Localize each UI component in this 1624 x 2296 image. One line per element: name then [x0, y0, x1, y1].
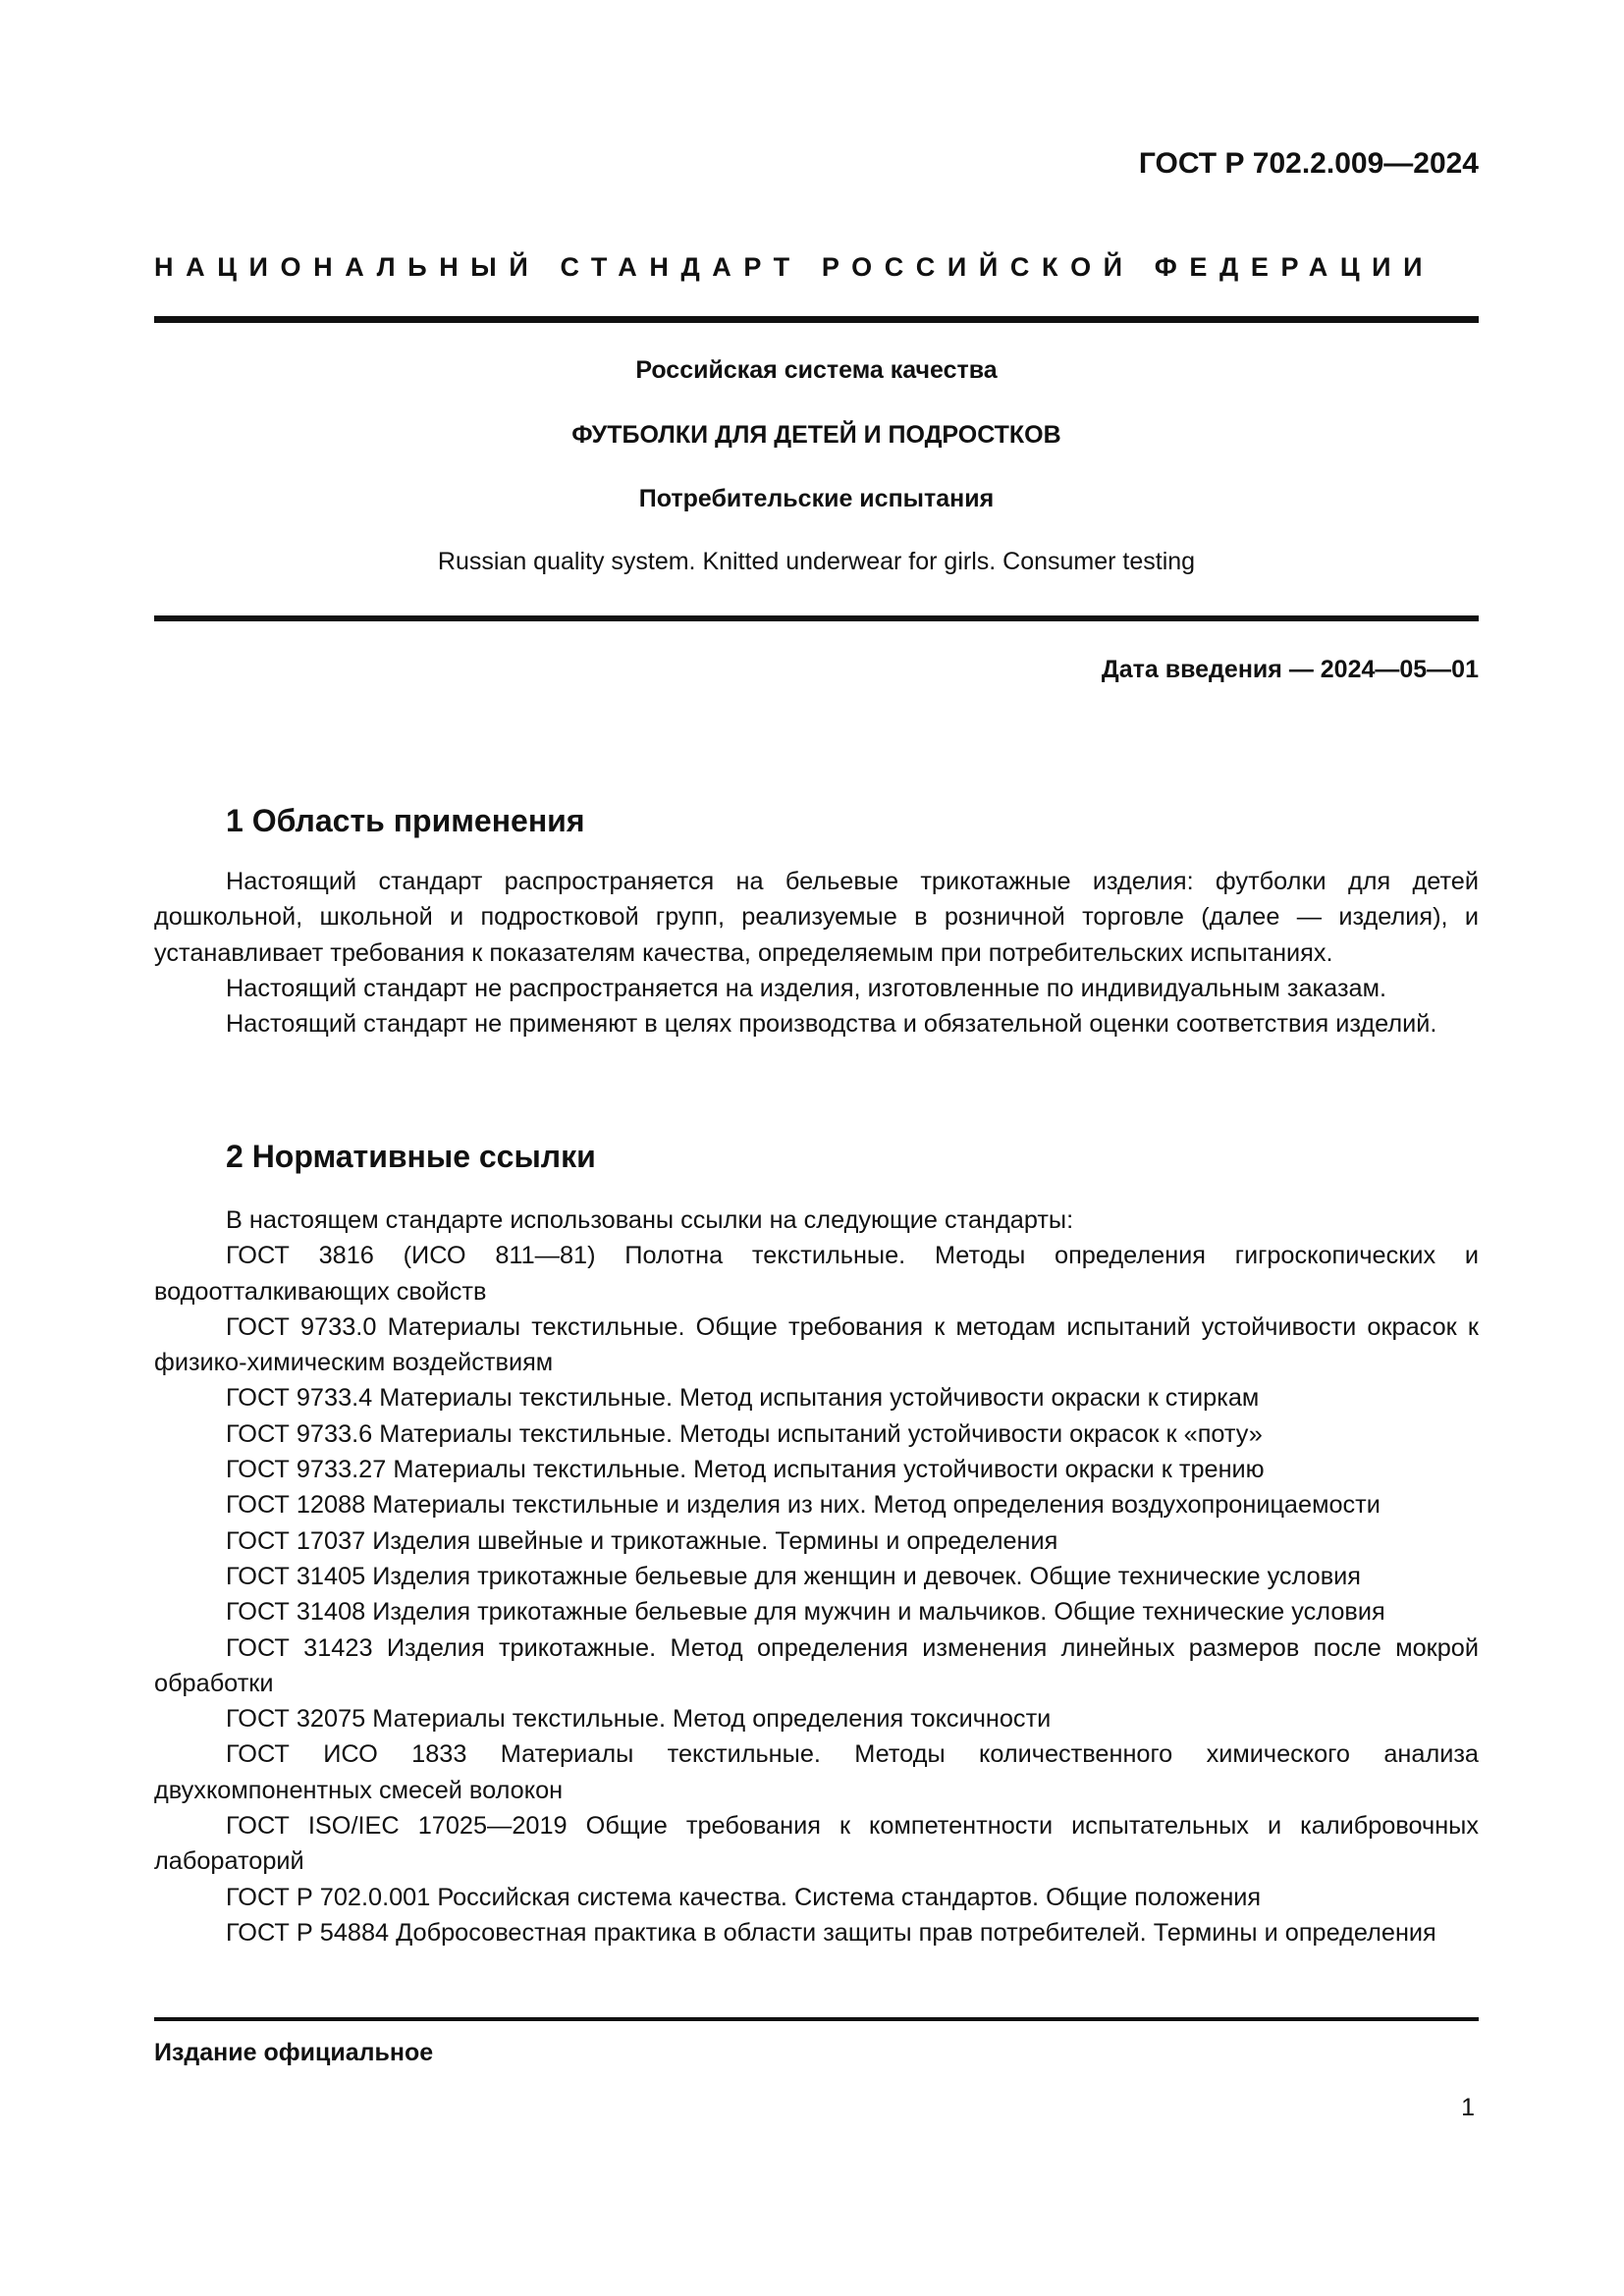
reference-item: ГОСТ ИСО 1833 Материалы текстильные. Методы количественного химического анализа двухкомпонентных смесей волокон	[154, 1740, 1479, 1804]
introduction-date: Дата введения — 2024—05—01	[1101, 656, 1479, 683]
document-number: ГОСТ Р 702.2.009—2024	[1138, 147, 1479, 180]
top-divider	[154, 316, 1479, 323]
english-title: Russian quality system. Knitted underwear for girls. Consumer testing	[437, 548, 1196, 575]
title-divider	[154, 615, 1479, 621]
footer-divider	[154, 2017, 1479, 2021]
reference-item: ГОСТ Р 702.0.001 Российская система качества. Система стандартов. Общие положения	[226, 1883, 1262, 1911]
reference-item: ГОСТ Р 54884 Добросовестная практика в области защиты прав потребителей. Термины и определения	[226, 1918, 1436, 1947]
reference-item: ГОСТ 31408 Изделия трикотажные бельевые для мужчин и мальчиков. Общие технические условия	[226, 1598, 1385, 1627]
page-number: 1	[1461, 2094, 1475, 2121]
section-body-scope	[154, 864, 1479, 1041]
official-edition-label: Издание официальное	[154, 2039, 434, 2066]
reference-item: ГОСТ 9733.6 Материалы текстильные. Методы испытаний устойчивости окрасок к «поту»	[226, 1419, 1263, 1448]
paragraph: Настоящий стандарт распространяется на бельевые трикотажные изделия: футболки для детей дошкольной, школьной и подростковой групп, реализуемые в розничной торговле (далее — изделия), и устанавливает требования к показателям качества, определяемым при потребительских испытаниях.	[154, 868, 1479, 967]
reference-item: ГОСТ 9733.0 Материалы текстильные. Общие требования к методам испытаний устойчивости окрасок к физико-химическим воздействиям	[154, 1312, 1479, 1377]
reference-item: ГОСТ 31405 Изделия трикотажные бельевые для женщин и девочек. Общие технические условия	[226, 1562, 1361, 1590]
reference-item: ГОСТ ISO/IEC 17025—2019 Общие требования к компетентности испытательных и калибровочных лабораторий	[154, 1812, 1479, 1876]
document-title: ФУТБОЛКИ ДЛЯ ДЕТЕЙ И ПОДРОСТКОВ	[571, 421, 1061, 449]
references-intro: В настоящем стандарте использованы ссылки на следующие стандарты:	[226, 1206, 1074, 1234]
paragraph: Настоящий стандарт не распространяется на изделия, изготовленные по индивидуальным заказам.	[226, 974, 1387, 1002]
paragraph: Настоящий стандарт не применяют в целях производства и обязательной оценки соответствия изделий.	[226, 1010, 1437, 1039]
national-standard-banner: НАЦИОНАЛЬНЫЙ СТАНДАРТ РОССИЙСКОЙ ФЕДЕРАЦИИ	[154, 252, 1435, 282]
section-body-normative-references	[154, 1202, 1479, 1950]
reference-item: ГОСТ 17037 Изделия швейные и трикотажные. Термины и определения	[226, 1526, 1058, 1555]
reference-item: ГОСТ 9733.27 Материалы текстильные. Метод испытания устойчивости окраски к трению	[226, 1456, 1265, 1484]
section-heading-normative-references: 2 Нормативные ссылки	[226, 1139, 596, 1174]
reference-item: ГОСТ 12088 Материалы текстильные и изделия из них. Метод определения воздухопроницаемости	[226, 1491, 1380, 1520]
document-subtitle: Потребительские испытания	[638, 485, 995, 512]
reference-item: ГОСТ 3816 (ИСО 811—81) Полотна текстильные. Методы определения гигроскопических и водоотталкивающих свойств	[154, 1242, 1479, 1306]
reference-item: ГОСТ 32075 Материалы текстильные. Метод определения токсичности	[226, 1705, 1052, 1734]
reference-item: ГОСТ 9733.4 Материалы текстильные. Метод испытания устойчивости окраски к стиркам	[226, 1384, 1260, 1413]
reference-item: ГОСТ 31423 Изделия трикотажные. Метод определения изменения линейных размеров после мокрой обработки	[154, 1633, 1479, 1697]
section-heading-scope: 1 Область применения	[226, 803, 585, 838]
quality-system-title: Российская система качества	[635, 356, 998, 384]
